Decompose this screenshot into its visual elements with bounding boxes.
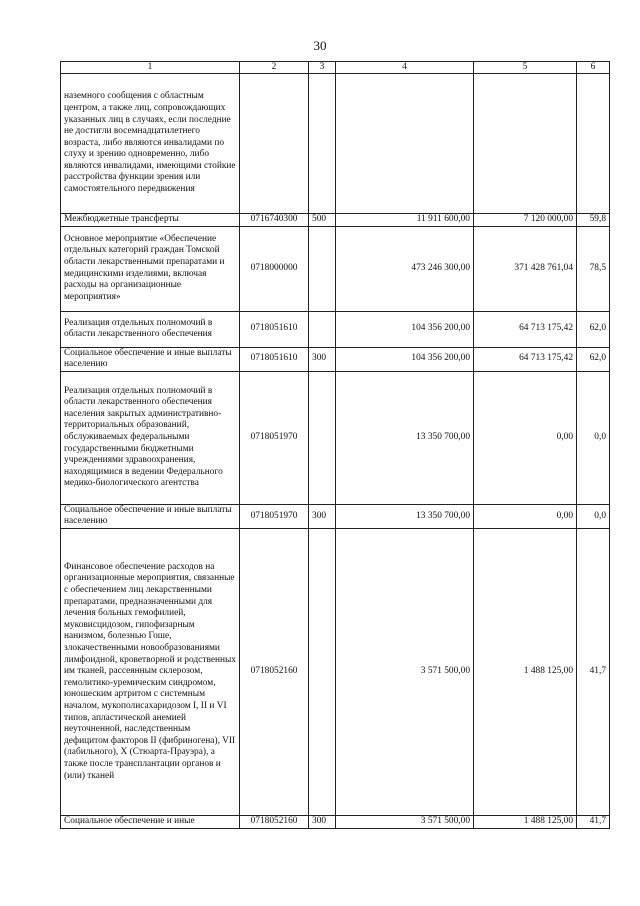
item-name: Финансовое обеспечение расходов на организационные мероприятия, связанные с обеспечением лиц лекарственными препаратами, предназначенными для лечения больных гемофилией, муковисцидозом, гипофизарным нанизмом, болезнью Гоше, злокачественными новообразованиями лимфоидной, кроветворной и родственных им тканей, рассеянным склерозом, гемолитико-уремическим синдромом, юношеским артритом с системным началом, мукополисахаридозом I, II и VI типов, апластической анемией неуточненной, наследственным дефицитом факторов II (фибриногена), VII (лабильного), X (Стюарта-Прауэра), а также после трансплантации органов и (или) тканей <box>61 528 240 815</box>
execution-percent: 0,0 <box>577 371 610 504</box>
table-row <box>61 311 610 347</box>
executed-amount: 64 713 175,42 <box>474 347 577 371</box>
execution-percent: 62,0 <box>577 347 610 371</box>
table-row <box>61 74 610 214</box>
target-code: 0718051970 <box>240 371 309 504</box>
planned-amount: 104 356 200,00 <box>336 311 474 347</box>
planned-amount: 104 356 200,00 <box>336 347 474 371</box>
table-body <box>61 74 610 829</box>
item-name: Социальное обеспечение и иные выплаты населению <box>61 347 240 371</box>
planned-amount: 13 350 700,00 <box>336 371 474 504</box>
executed-amount: 64 713 175,42 <box>474 311 577 347</box>
executed-amount: 1 488 125,00 <box>474 815 577 828</box>
executed-amount: 371 428 761,04 <box>474 226 577 311</box>
item-name: Реализация отдельных полномочий в области лекарственного обеспечения <box>61 311 240 347</box>
item-name: наземного сообщения с областным центром, а также лиц, сопровождающих указанных лиц в случаях, если последние не достигли восемнадцатилетнего возраста, либо являются инвалидами по слуху и зрению одновременно, либо являются инвалидами, имеющими стойкие расстройства функции зрения или самостоятельного передвижения <box>61 74 240 214</box>
target-code: 0718000000 <box>240 226 309 311</box>
execution-percent: 41,7 <box>577 528 610 815</box>
target-code: 0718051970 <box>240 504 309 528</box>
target-code: 0718052160 <box>240 815 309 828</box>
column-header: 4 <box>336 62 474 74</box>
target-code <box>240 74 309 214</box>
expense-type: 500 <box>309 214 336 227</box>
column-header: 3 <box>309 62 336 74</box>
table-row <box>61 815 610 828</box>
column-header: 1 <box>61 62 240 74</box>
table-row <box>61 347 610 371</box>
execution-percent: 0,0 <box>577 504 610 528</box>
target-code: 0718051610 <box>240 347 309 371</box>
table-row <box>61 504 610 528</box>
expense-type: 300 <box>309 347 336 371</box>
execution-percent: 59,8 <box>577 214 610 227</box>
item-name: Реализация отдельных полномочий в области лекарственного обеспечения населения закрытых административно-территориальных образований, обслуживаемых федеральными государственными бюджетными учреждениями здравоохранения, находящимися в ведении Федерального медико-биологического агентства <box>61 371 240 504</box>
page-number: 30 <box>313 38 327 53</box>
column-header: 6 <box>577 62 610 74</box>
item-name: Межбюджетные трансферты <box>61 214 240 227</box>
budget-execution-table <box>60 61 610 829</box>
target-code: 0718052160 <box>240 528 309 815</box>
column-header: 5 <box>474 62 577 74</box>
execution-percent <box>577 74 610 214</box>
target-code: 0718051610 <box>240 311 309 347</box>
execution-percent: 41,7 <box>577 815 610 828</box>
planned-amount: 11 911 600,00 <box>336 214 474 227</box>
expense-type <box>309 371 336 504</box>
target-code: 0716740300 <box>240 214 309 227</box>
planned-amount: 473 246 300,00 <box>336 226 474 311</box>
expense-type <box>309 311 336 347</box>
executed-amount: 7 120 000,00 <box>474 214 577 227</box>
executed-amount: 0,00 <box>474 371 577 504</box>
executed-amount: 1 488 125,00 <box>474 528 577 815</box>
table-row <box>61 226 610 311</box>
item-name: Социальное обеспечение и иные <box>61 815 240 828</box>
table-row <box>61 371 610 504</box>
execution-percent: 78,5 <box>577 226 610 311</box>
expense-type <box>309 74 336 214</box>
item-name: Социальное обеспечение и иные выплаты населению <box>61 504 240 528</box>
executed-amount <box>474 74 577 214</box>
planned-amount: 3 571 500,00 <box>336 815 474 828</box>
expense-type: 300 <box>309 504 336 528</box>
table-row <box>61 528 610 815</box>
executed-amount: 0,00 <box>474 504 577 528</box>
planned-amount: 3 571 500,00 <box>336 528 474 815</box>
table-header <box>61 62 610 74</box>
expense-type <box>309 226 336 311</box>
planned-amount: 13 350 700,00 <box>336 504 474 528</box>
expense-type: 300 <box>309 815 336 828</box>
execution-percent: 62,0 <box>577 311 610 347</box>
expense-type <box>309 528 336 815</box>
column-number-row <box>61 62 610 74</box>
planned-amount <box>336 74 474 214</box>
table-row <box>61 214 610 227</box>
item-name: Основное мероприятие «Обеспечение отдельных категорий граждан Томской области лекарственными препаратами и медицинскими изделиями, включая расходы на организационные мероприятия» <box>61 226 240 311</box>
column-header: 2 <box>240 62 309 74</box>
